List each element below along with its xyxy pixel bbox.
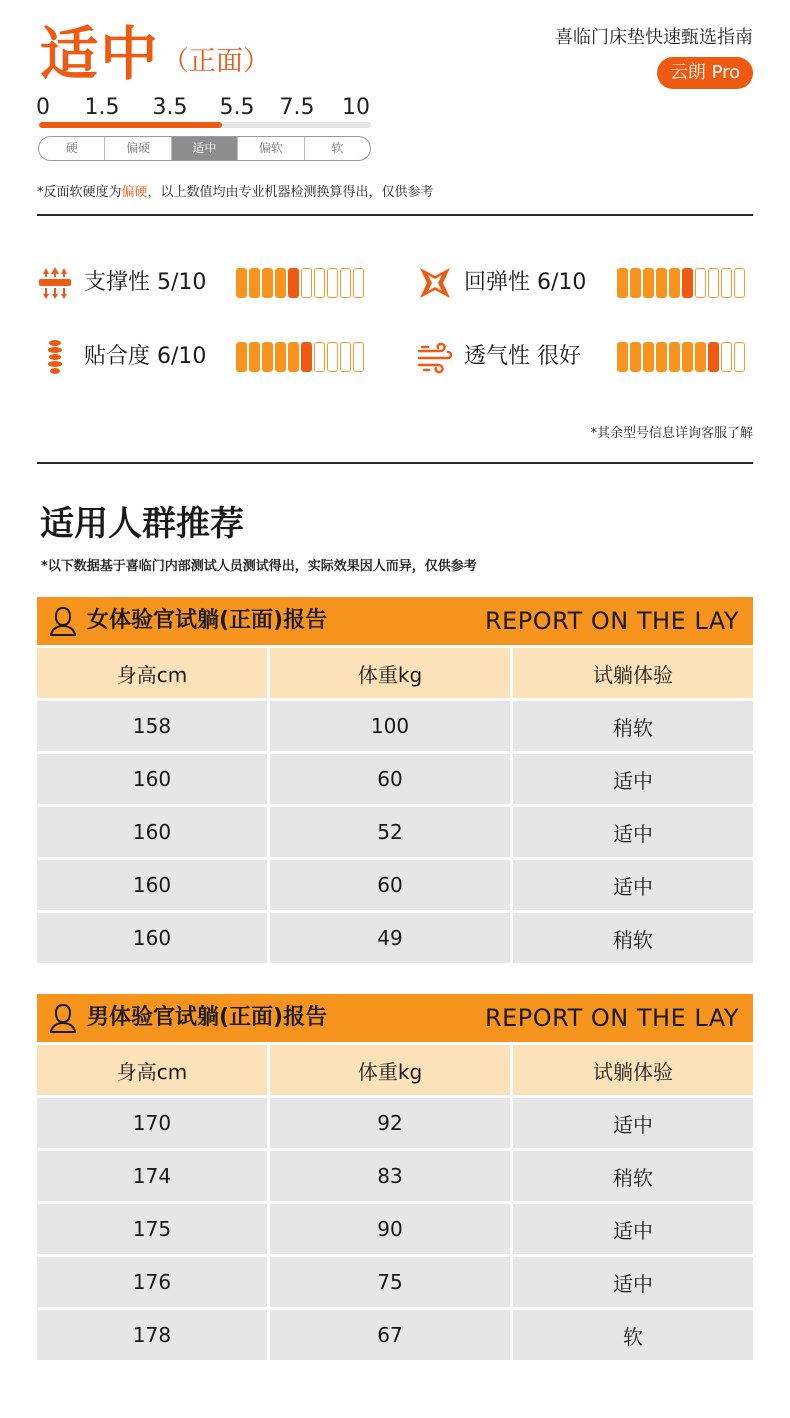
- rating-cell: [327, 268, 338, 298]
- scale-tick: 3.5: [152, 95, 188, 120]
- experience-cell: 适中: [513, 807, 753, 857]
- table-row: [37, 913, 753, 963]
- table-body: [37, 701, 753, 963]
- rating-breathability: [617, 342, 745, 372]
- person-icon: [47, 1001, 79, 1035]
- rating-cell: [643, 342, 654, 372]
- height-cell: 170: [37, 1098, 267, 1148]
- rebound-icon: [416, 265, 454, 301]
- table-row: [37, 701, 753, 751]
- note-highlight: 偏硬: [121, 185, 148, 200]
- spine-icon: [36, 339, 74, 375]
- rating-cell: [682, 268, 693, 298]
- table-row: [37, 1257, 753, 1307]
- height-cell: 176: [37, 1257, 267, 1307]
- rating-cell: [708, 268, 719, 298]
- rating-cell: [327, 342, 338, 372]
- experience-cell: 适中: [513, 860, 753, 910]
- rating-cell: [288, 268, 299, 298]
- rating-cell: [353, 268, 364, 298]
- scale-tick: 1.5: [84, 95, 120, 120]
- segment-medium: 适中: [172, 137, 238, 160]
- segment-semi-hard: 偏硬: [105, 137, 171, 160]
- rating-cell: [288, 342, 299, 372]
- rating-cell: [262, 342, 273, 372]
- weight-cell: 83: [270, 1151, 510, 1201]
- metric-support: [36, 265, 206, 301]
- table-header-row: [37, 1045, 753, 1095]
- table-row: [37, 1151, 753, 1201]
- rating-support: [236, 268, 364, 298]
- rating-cell: [301, 342, 312, 372]
- weight-cell: 100: [270, 701, 510, 751]
- rating-cell: [236, 268, 247, 298]
- table-row: [37, 807, 753, 857]
- rating-cell: [721, 342, 732, 372]
- divider: [37, 462, 753, 464]
- table-row: [37, 754, 753, 804]
- rating-cell: [669, 342, 680, 372]
- rating-cell: [340, 268, 351, 298]
- hardness-scale-bar: [39, 122, 371, 128]
- rating-cell: [656, 342, 667, 372]
- guide-title: 喜临门床垫快速甄选指南: [555, 27, 753, 48]
- rating-cell: [301, 268, 312, 298]
- support-icon: [36, 265, 74, 301]
- column-header-experience: 试躺体验: [513, 1045, 753, 1095]
- note-prefix: *反面软硬度为: [37, 185, 122, 200]
- hardness-segment-bar: [38, 136, 371, 161]
- rating-cell: [630, 268, 641, 298]
- experience-cell: 适中: [513, 754, 753, 804]
- rating-cell: [249, 342, 260, 372]
- metric-breathability: [416, 339, 581, 375]
- column-header-height: 身高cm: [37, 1045, 267, 1095]
- rating-rebound: [617, 268, 745, 298]
- weight-cell: 75: [270, 1257, 510, 1307]
- height-cell: 175: [37, 1204, 267, 1254]
- rating-cell: [617, 342, 628, 372]
- segment-soft: 软: [331, 141, 344, 155]
- hardness-note: [37, 184, 434, 202]
- height-cell: 174: [37, 1151, 267, 1201]
- scale-tick: 10: [342, 95, 370, 120]
- rating-cell: [708, 342, 719, 372]
- rating-cell: [275, 268, 286, 298]
- rating-cell: [262, 268, 273, 298]
- rating-cell: [669, 268, 680, 298]
- rating-cell: [695, 342, 706, 372]
- height-cell: 160: [37, 754, 267, 804]
- rating-fit: [236, 342, 364, 372]
- rating-cell: [617, 268, 628, 298]
- metric-label: 支撑性 5/10: [84, 270, 207, 295]
- hardness-scale-ticks: [34, 94, 374, 124]
- weight-cell: 90: [270, 1204, 510, 1254]
- metric-label: 回弹性 6/10: [464, 270, 587, 295]
- experience-cell: 适中: [513, 1257, 753, 1307]
- rating-cell: [275, 342, 286, 372]
- experience-cell: 稍软: [513, 913, 753, 963]
- hardness-title: 适中: [40, 20, 161, 88]
- experience-cell: 稍软: [513, 701, 753, 751]
- report-header: [37, 994, 753, 1042]
- height-cell: 160: [37, 807, 267, 857]
- metric-label: 贴合度 6/10: [84, 344, 207, 369]
- person-icon: [47, 604, 79, 638]
- report-title: 女体验官试躺(正面)报告: [87, 608, 328, 633]
- report-subtitle: REPORT ON THE LAY: [484, 607, 739, 635]
- weight-cell: 52: [270, 807, 510, 857]
- rating-cell: [353, 342, 364, 372]
- divider: [37, 214, 753, 216]
- rating-cell: [695, 268, 706, 298]
- weight-cell: 67: [270, 1310, 510, 1360]
- height-cell: 160: [37, 913, 267, 963]
- table-row: [37, 1310, 753, 1360]
- note-suffix: ，以上数值均由专业机器检测换算得出，仅供参考: [147, 185, 434, 200]
- rating-cell: [249, 268, 260, 298]
- rating-cell: [734, 342, 745, 372]
- rating-cell: [656, 268, 667, 298]
- weight-cell: 92: [270, 1098, 510, 1148]
- hardness-scale-fill: [39, 122, 222, 128]
- height-cell: 178: [37, 1310, 267, 1360]
- scale-tick: 5.5: [219, 95, 255, 120]
- experience-cell: 稍软: [513, 1151, 753, 1201]
- airflow-icon: [416, 339, 454, 375]
- rating-cell: [340, 342, 351, 372]
- table-row: [37, 860, 753, 910]
- table-header-row: [37, 648, 753, 698]
- scale-tick: 7.5: [279, 95, 315, 120]
- male-report-table: [37, 994, 753, 1360]
- model-note: *其余型号信息详询客服了解: [590, 426, 753, 441]
- column-header-height: 身高cm: [37, 648, 267, 698]
- segment-hard: 硬: [39, 137, 105, 160]
- metric-fit: [36, 339, 206, 375]
- section-note: *以下数据基于喜临门内部测试人员测试得出，实际效果因人而异，仅供参考: [41, 559, 477, 574]
- metric-label: 透气性 很好: [464, 344, 581, 369]
- weight-cell: 49: [270, 913, 510, 963]
- model-badge: 云朗 Pro: [657, 57, 753, 89]
- rating-cell: [630, 342, 641, 372]
- experience-cell: 软: [513, 1310, 753, 1360]
- scale-tick: 0: [36, 95, 50, 120]
- height-cell: 160: [37, 860, 267, 910]
- side-label: （正面）: [162, 46, 270, 77]
- rating-cell: [314, 268, 325, 298]
- table-body: [37, 1098, 753, 1360]
- rating-cell: [734, 268, 745, 298]
- metric-rebound: [416, 265, 586, 301]
- female-report-table: [37, 597, 753, 963]
- rating-cell: [236, 342, 247, 372]
- weight-cell: 60: [270, 860, 510, 910]
- report-subtitle: REPORT ON THE LAY: [484, 1004, 739, 1032]
- rating-cell: [682, 342, 693, 372]
- experience-cell: 适中: [513, 1098, 753, 1148]
- table-row: [37, 1204, 753, 1254]
- rating-cell: [721, 268, 732, 298]
- report-header: [37, 597, 753, 645]
- weight-cell: 60: [270, 754, 510, 804]
- table-row: [37, 1098, 753, 1148]
- column-header-weight: 体重kg: [270, 648, 510, 698]
- height-cell: 158: [37, 701, 267, 751]
- segment-semi-soft: 偏软: [238, 137, 304, 160]
- experience-cell: 适中: [513, 1204, 753, 1254]
- column-header-weight: 体重kg: [270, 1045, 510, 1095]
- column-header-experience: 试躺体验: [513, 648, 753, 698]
- section-title: 适用人群推荐: [40, 504, 244, 544]
- rating-cell: [643, 268, 654, 298]
- rating-cell: [314, 342, 325, 372]
- report-title: 男体验官试躺(正面)报告: [87, 1005, 328, 1030]
